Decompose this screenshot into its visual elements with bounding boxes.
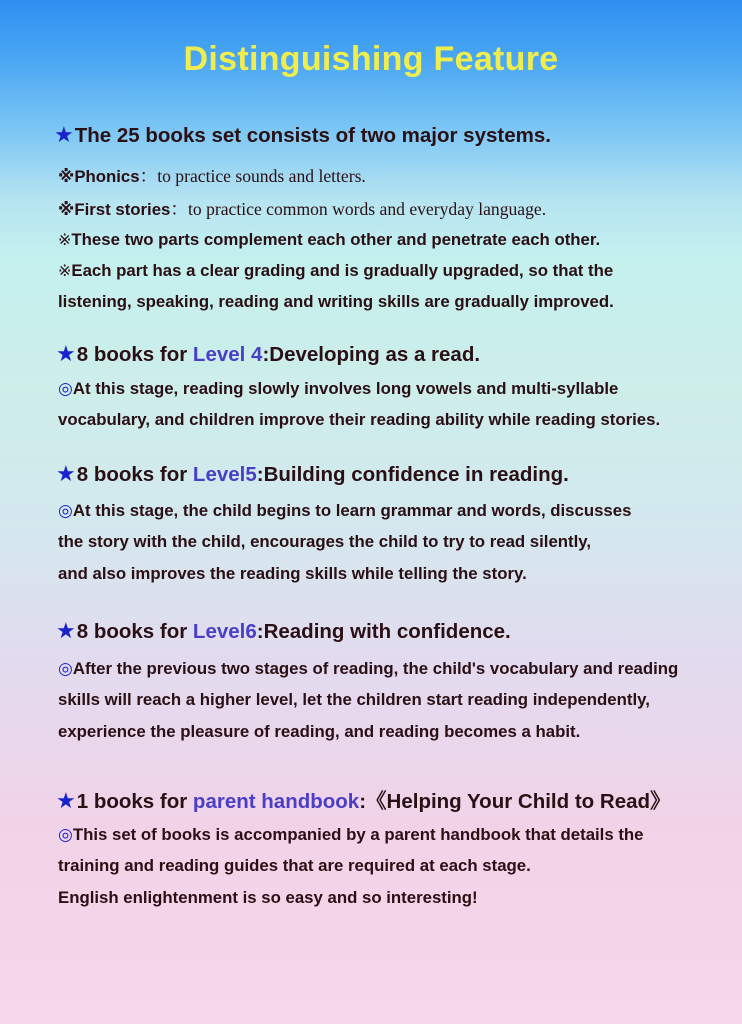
intro-line (58, 230, 600, 250)
intro-line-text: listening, speaking, reading and writing skills are gradually improved. (58, 292, 614, 311)
intro-item-phonics (58, 163, 366, 188)
section-heading (56, 341, 480, 367)
section-line-text: and also improves the reading skills while telling the story. (58, 564, 527, 583)
reference-mark-icon: ※ (58, 232, 72, 249)
section-line-text: experience the pleasure of reading, and reading becomes a habit. (58, 722, 581, 741)
section-line-text: This set of books is accompanied by a parent handbook that details the (72, 825, 644, 844)
section-line-text: vocabulary, and children improve their reading ability while reading stories. (58, 410, 661, 429)
section-line (58, 410, 660, 430)
intro-item-text: to practice sounds and letters. (157, 166, 366, 186)
star-icon: ★ (54, 122, 74, 147)
star-icon: ★ (56, 341, 76, 366)
reference-mark-icon: ※ (58, 263, 72, 280)
section-line (58, 379, 618, 399)
intro-item-first-stories (58, 196, 546, 221)
double-circle-icon: ◎ (58, 379, 73, 398)
intro-item-sep: ： (139, 166, 158, 186)
heading-suffix: :《Helping Your Child to Read》 (359, 790, 671, 813)
section-line-text: skills will reach a higher level, let the children start reading independently, (58, 690, 650, 709)
intro-item-text: to practice common words and everyday language. (188, 199, 547, 219)
reference-mark-icon: ※ (58, 200, 75, 219)
section-line-text: English enlightenment is so easy and so interesting! (58, 888, 478, 907)
intro-line (58, 261, 613, 281)
heading-accent: Level 4 (192, 343, 263, 366)
section-line-text: the story with the child, encourages the child to try to read silently, (58, 532, 592, 551)
intro-line-text: These two parts complement each other and penetrate each other. (71, 230, 601, 249)
heading-prefix: 1 books for (76, 790, 193, 813)
intro-item-label: First stories (74, 200, 171, 219)
section-line-text: At this stage, reading slowly involves long vowels and multi-syllable (72, 379, 619, 398)
intro-heading (54, 122, 551, 148)
heading-accent: Level6 (192, 620, 257, 643)
section-line-text: training and reading guides that are required at each stage. (58, 856, 531, 875)
heading-suffix: :Reading with confidence. (256, 620, 511, 643)
section-line (58, 825, 644, 845)
page-title: Distinguishing Feature (183, 40, 559, 78)
star-icon: ★ (56, 461, 76, 486)
section-line-text: After the previous two stages of reading, the child's vocabulary and reading (72, 659, 679, 678)
heading-accent: Level5 (192, 463, 257, 486)
intro-item-sep: ： (170, 199, 188, 219)
heading-prefix: 8 books for (76, 343, 193, 366)
section-line (58, 722, 580, 742)
double-circle-icon: ◎ (58, 501, 73, 520)
section-line (58, 690, 650, 710)
star-icon: ★ (56, 618, 76, 643)
section-line (58, 888, 478, 908)
heading-suffix: :Developing as a read. (262, 343, 481, 366)
section-line (58, 501, 631, 521)
intro-item-label: Phonics (74, 167, 140, 186)
heading-accent: parent handbook (192, 790, 360, 813)
intro-line (58, 292, 614, 312)
star-icon: ★ (56, 788, 76, 813)
section-heading (56, 618, 511, 644)
double-circle-icon: ◎ (58, 825, 73, 844)
intro-line-text: Each part has a clear grading and is gradually upgraded, so that the (71, 261, 614, 280)
section-heading (56, 784, 671, 814)
heading-prefix: 8 books for (76, 463, 193, 486)
section-line (58, 532, 591, 552)
heading-suffix: :Building confidence in reading. (256, 463, 569, 486)
section-line (58, 564, 527, 584)
double-circle-icon: ◎ (58, 659, 73, 678)
reference-mark-icon: ※ (58, 167, 75, 186)
section-heading (56, 461, 569, 487)
section-line (58, 856, 531, 876)
section-line (58, 659, 678, 679)
heading-prefix: 8 books for (76, 620, 193, 643)
section-line-text: At this stage, the child begins to learn grammar and words, discusses (72, 501, 632, 520)
intro-heading-text: The 25 books set consists of two major systems. (74, 124, 551, 147)
